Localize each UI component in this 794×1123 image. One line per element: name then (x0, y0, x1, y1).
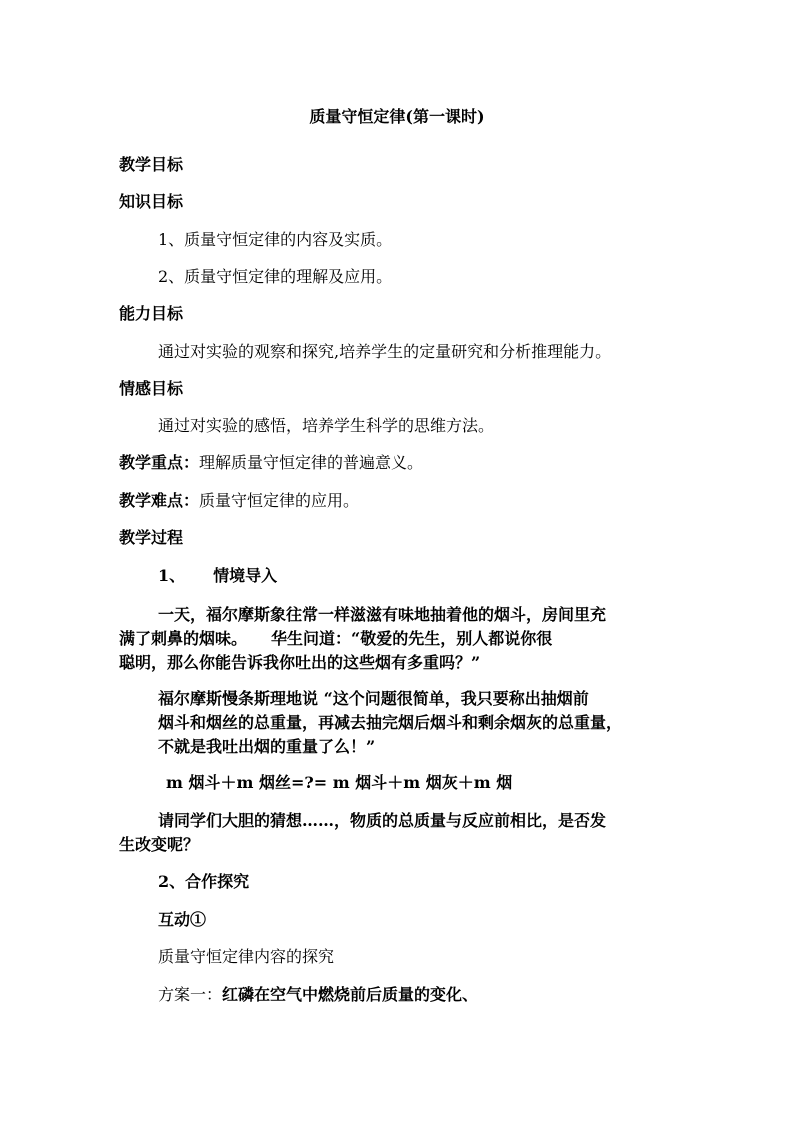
plan1 (158, 985, 478, 1005)
story-para2-line1: 福尔摩斯慢条斯理地说 “这个问题很简单，我只要称出抽烟前 (158, 689, 589, 708)
key-point-text: 理解质量守恒定律的普遍意义。 (199, 453, 424, 472)
step1-heading (158, 566, 277, 586)
story-para2-line2: 烟斗和烟丝的总重量，再减去抽完烟后烟斗和剩余烟灰的总重量， (158, 713, 623, 732)
step1-title: 情境导入 (213, 566, 278, 585)
knowledge-item-2: 2、质量守恒定律的理解及应用。 (158, 267, 393, 286)
step1-number: 1、 (158, 566, 186, 585)
heading-teaching-process: 教学过程 (119, 528, 184, 547)
equation: m 烟斗＋m 烟丝=?= m 烟斗＋m 烟灰＋m 烟 (166, 773, 513, 792)
plan1-label: 方案一： (158, 985, 223, 1004)
heading-teaching-objectives: 教学目标 (119, 155, 184, 174)
heading-knowledge-objectives: 知识目标 (119, 192, 184, 211)
story-para1-line2: 满了刺鼻的烟味。 华生问道：“敬爱的先生，别人都说你很 (119, 629, 553, 648)
guess-line2: 生改变呢？ (119, 835, 200, 854)
knowledge-item-1: 1、质量守恒定律的内容及实质。 (158, 230, 393, 249)
interaction-label: 互动① (158, 910, 207, 929)
story-para1-line3: 聪明，那么你能告诉我你吐出的这些烟有多重吗？” (119, 653, 481, 672)
emotion-text: 通过对实验的感悟，培养学生科学的思维方法。 (158, 416, 495, 435)
plan1-text: 红磷在空气中燃烧前后质量的变化、 (222, 985, 479, 1004)
difficulty-point (119, 491, 359, 511)
difficulty-label: 教学难点： (119, 491, 200, 510)
guess-line1: 请同学们大胆的猜想……，物质的总质量与反应前相比，是否发 (158, 811, 607, 830)
key-point (119, 453, 423, 473)
document-title: 质量守恒定律(第一课时) (309, 107, 485, 126)
difficulty-text: 质量守恒定律的应用。 (199, 491, 360, 510)
key-point-label: 教学重点： (119, 453, 200, 472)
step2-heading: 2、合作探究 (158, 872, 250, 891)
story-para1-line1: 一天，福尔摩斯象往常一样滋滋有味地抽着他的烟斗，房间里充 (158, 605, 607, 624)
ability-text: 通过对实验的观察和探究,培养学生的定量研究和分析推理能力。 (158, 342, 612, 361)
heading-ability-objectives: 能力目标 (119, 304, 184, 323)
story-para2-line3: 不就是我吐出烟的重量了么！” (158, 737, 376, 756)
explore-topic: 质量守恒定律内容的探究 (158, 947, 335, 966)
heading-emotion-objectives: 情感目标 (119, 379, 184, 398)
